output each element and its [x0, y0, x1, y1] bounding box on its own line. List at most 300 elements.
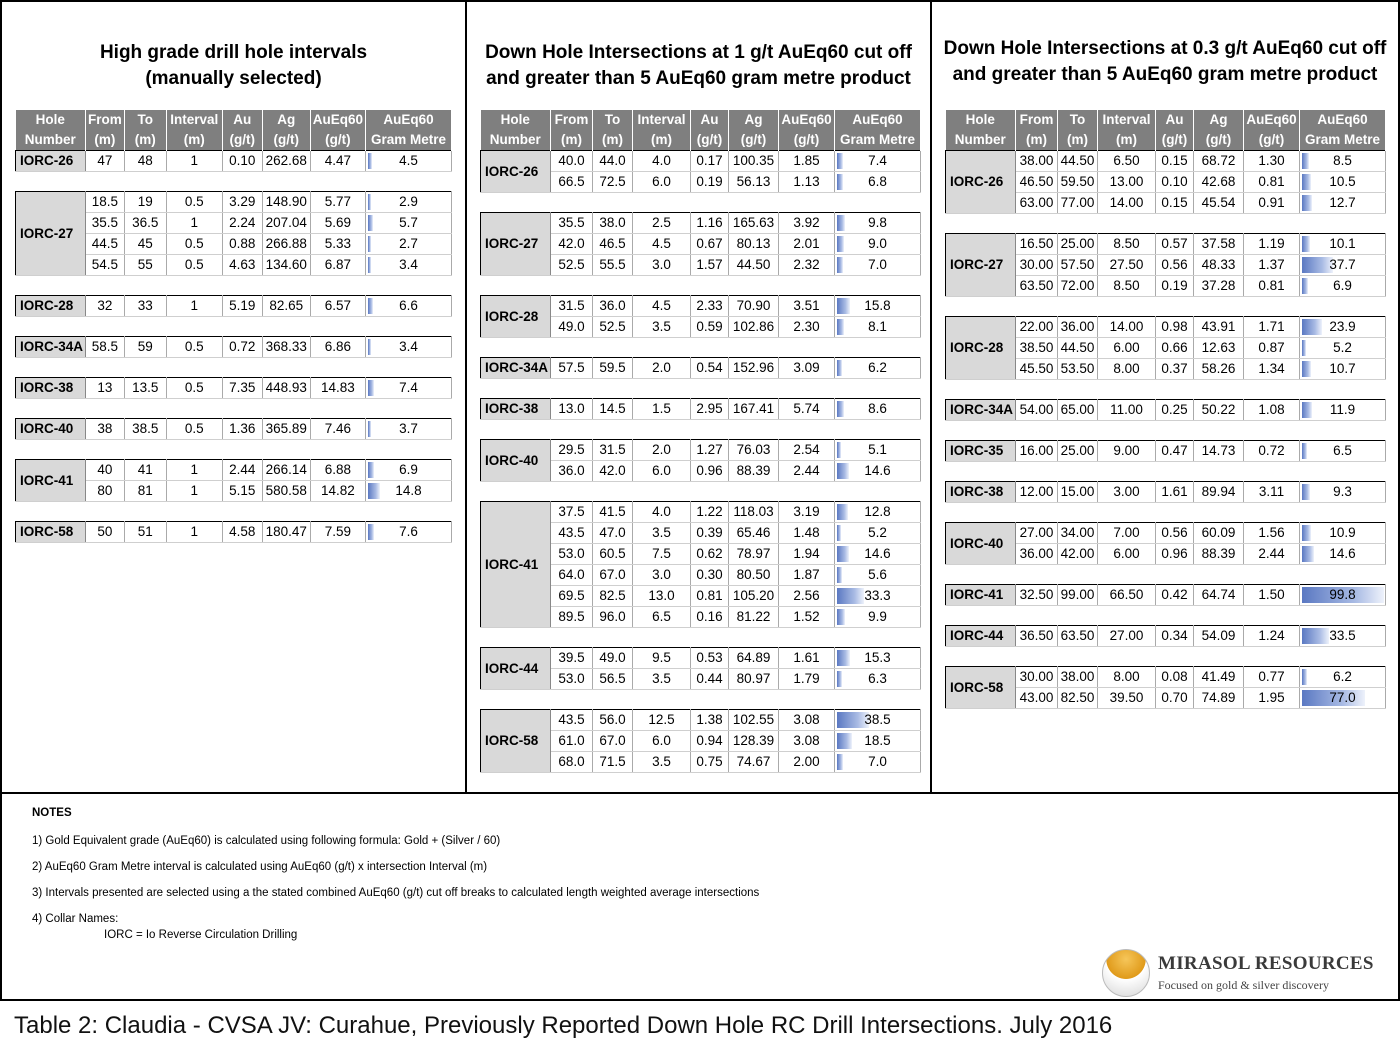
data-cell: 32.50: [1016, 585, 1058, 606]
data-cell: 1.56: [1244, 523, 1300, 544]
data-cell: 38.50: [1016, 338, 1058, 359]
spacer-cell: [481, 482, 921, 502]
column-header: Interval: [166, 110, 222, 130]
gram-metre-value: 3.4: [399, 257, 418, 272]
data-cell: 29.5: [551, 440, 593, 461]
data-cell: 13.0: [633, 586, 691, 607]
data-cell: 2.0: [633, 440, 691, 461]
hole-group: [481, 296, 921, 338]
data-cell: 18.5: [86, 192, 125, 213]
data-cell: 52.5: [551, 255, 593, 276]
table-row: [946, 585, 1386, 606]
gram-metre-cell: [835, 296, 921, 317]
gram-metre-bar: [1302, 319, 1322, 335]
gram-metre-bar: [1302, 628, 1329, 644]
hole-number: IORC-34A: [946, 400, 1016, 421]
company-logo: [1100, 947, 1380, 999]
column-header: (m): [1098, 130, 1156, 151]
gram-metre-value: 10.1: [1329, 236, 1356, 251]
column-header: (g/t): [729, 130, 779, 151]
data-cell: 65.00: [1058, 400, 1098, 421]
data-cell: 7.46: [310, 419, 365, 440]
logo-tagline: Focused on gold & silver discovery: [1158, 978, 1329, 992]
gram-metre-bar: [837, 236, 844, 252]
data-cell: 70.90: [729, 296, 779, 317]
data-cell: 368.33: [262, 337, 310, 358]
data-cell: 56.0: [593, 710, 633, 731]
data-cell: 3.51: [779, 296, 835, 317]
gram-metre-value: 6.9: [1333, 278, 1352, 293]
gram-metre-value: 14.8: [395, 483, 422, 498]
data-cell: 56.13: [729, 172, 779, 193]
gram-metre-value: 18.5: [864, 733, 891, 748]
gram-metre-value: 10.7: [1329, 361, 1356, 376]
gram-metre-value: 2.7: [399, 236, 418, 251]
group-spacer: [481, 690, 921, 710]
data-cell: 1.38: [691, 710, 729, 731]
column-header: (g/t): [1244, 130, 1300, 151]
gram-metre-cell: [366, 419, 452, 440]
data-cell: 0.59: [691, 317, 729, 338]
figure-caption: Table 2: Claudia - CVSA JV: Curahue, Previously Reported Down Hole RC Drill Intersections. July 2016: [14, 1012, 1113, 1039]
column-header: Gram Metre: [366, 130, 452, 151]
gram-metre-value: 5.2: [1333, 340, 1352, 355]
data-cell: 1.37: [1244, 255, 1300, 276]
table-row: [16, 296, 452, 317]
spacer-cell: [481, 628, 921, 648]
gram-metre-bar: [837, 650, 850, 666]
data-cell: 42.00: [1058, 544, 1098, 565]
data-cell: 47: [86, 151, 125, 172]
spacer-cell: [16, 399, 452, 419]
gram-metre-cell: [835, 523, 921, 544]
data-cell: 43.5: [551, 710, 593, 731]
data-cell: 3.11: [1244, 482, 1300, 503]
panel-1gt-cutoff: [467, 2, 932, 792]
data-cell: 31.5: [593, 440, 633, 461]
data-cell: 56.5: [593, 669, 633, 690]
column-header: Hole: [16, 110, 86, 130]
column-header: Au: [222, 110, 262, 130]
gram-metre-cell: [1300, 441, 1386, 462]
gram-metre-bar: [837, 546, 849, 562]
gram-metre-bar: [1302, 402, 1312, 418]
column-header: (g/t): [779, 130, 835, 151]
data-cell: 88.39: [1194, 544, 1244, 565]
data-cell: 51: [124, 522, 166, 543]
data-cell: 38.00: [1016, 151, 1058, 172]
data-cell: 69.5: [551, 586, 593, 607]
column-header: To: [593, 110, 633, 130]
gram-metre-value: 33.3: [864, 588, 891, 603]
column-header: Ag: [262, 110, 310, 130]
data-cell: 0.19: [691, 172, 729, 193]
data-cell: 48.33: [1194, 255, 1244, 276]
table-row: [481, 151, 921, 172]
data-cell: 4.47: [310, 151, 365, 172]
gram-metre-bar: [368, 257, 371, 273]
data-cell: 8.50: [1098, 276, 1156, 297]
data-cell: 46.5: [593, 234, 633, 255]
spacer-cell: [946, 647, 1386, 667]
data-cell: 165.63: [729, 213, 779, 234]
column-header: Gram Metre: [835, 130, 921, 151]
gram-metre-value: 5.6: [868, 567, 887, 582]
data-cell: 35.5: [86, 213, 125, 234]
hole-number: IORC-41: [946, 585, 1016, 606]
data-cell: 89.94: [1194, 482, 1244, 503]
data-cell: 4.5: [633, 234, 691, 255]
panel-title: [467, 40, 930, 92]
hole-group: [481, 399, 921, 420]
data-cell: 31.5: [551, 296, 593, 317]
gram-metre-value: 33.5: [1329, 628, 1356, 643]
spacer-cell: [481, 338, 921, 358]
group-spacer: [16, 358, 452, 378]
data-cell: 0.56: [1156, 255, 1194, 276]
intervals-table: [480, 110, 921, 773]
hole-group: [481, 440, 921, 482]
data-cell: 1: [166, 296, 222, 317]
data-cell: 41: [124, 460, 166, 481]
column-header: Hole: [481, 110, 551, 130]
gram-metre-bar: [1302, 525, 1311, 541]
gram-metre-cell: [1300, 626, 1386, 647]
panel-high-grade: [2, 2, 467, 792]
column-header: Au: [1156, 110, 1194, 130]
gram-metre-cell: [835, 607, 921, 628]
gram-metre-bar: [837, 442, 841, 458]
panel-title-line2: and greater than 5 AuEq60 gram metre product: [486, 68, 911, 89]
data-cell: 1: [166, 481, 222, 502]
data-cell: 0.10: [1156, 172, 1194, 193]
data-cell: 41.5: [593, 502, 633, 523]
data-cell: 44.0: [593, 151, 633, 172]
data-cell: 0.42: [1156, 585, 1194, 606]
data-cell: 1.95: [1244, 688, 1300, 709]
gram-metre-cell: [835, 317, 921, 338]
data-cell: 9.00: [1098, 441, 1156, 462]
data-cell: 15.00: [1058, 482, 1098, 503]
gram-metre-bar: [837, 298, 850, 314]
data-cell: 0.88: [222, 234, 262, 255]
data-cell: 3.5: [633, 752, 691, 773]
gram-metre-value: 14.6: [864, 546, 891, 561]
gram-metre-cell: [835, 151, 921, 172]
gram-metre-cell: [1300, 255, 1386, 276]
group-spacer: [946, 647, 1386, 667]
gram-metre-bar: [837, 360, 842, 376]
gram-metre-value: 6.2: [868, 360, 887, 375]
hole-number: IORC-41: [481, 502, 551, 628]
data-cell: 39.50: [1098, 688, 1156, 709]
data-cell: 36.00: [1016, 544, 1058, 565]
data-cell: 3.0: [633, 255, 691, 276]
gram-metre-bar: [368, 298, 373, 314]
panel-title-line2: (manually selected): [145, 68, 322, 89]
gram-metre-value: 9.3: [1333, 484, 1352, 499]
gram-metre-cell: [835, 710, 921, 731]
data-cell: 152.96: [729, 358, 779, 379]
group-spacer: [946, 421, 1386, 441]
gram-metre-cell: [366, 522, 452, 543]
data-cell: 6.0: [633, 461, 691, 482]
data-cell: 0.56: [1156, 523, 1194, 544]
hole-group: [946, 626, 1386, 647]
data-cell: 14.00: [1098, 317, 1156, 338]
data-cell: 2.32: [779, 255, 835, 276]
data-cell: 16.50: [1016, 234, 1058, 255]
gram-metre-cell: [1300, 359, 1386, 380]
spacer-cell: [946, 214, 1386, 234]
data-cell: 0.37: [1156, 359, 1194, 380]
hole-number: IORC-28: [946, 317, 1016, 380]
gram-metre-cell: [1300, 172, 1386, 193]
data-cell: 50.22: [1194, 400, 1244, 421]
data-cell: 36.0: [593, 296, 633, 317]
data-cell: 35.5: [551, 213, 593, 234]
gram-metre-cell: [1300, 317, 1386, 338]
data-cell: 63.50: [1016, 276, 1058, 297]
data-cell: 43.5: [551, 523, 593, 544]
table-row: [16, 337, 452, 358]
data-cell: 1.08: [1244, 400, 1300, 421]
data-cell: 1.24: [1244, 626, 1300, 647]
data-cell: 5.74: [779, 399, 835, 420]
hole-group: [946, 585, 1386, 606]
gram-metre-cell: [835, 669, 921, 690]
group-spacer: [946, 606, 1386, 626]
data-cell: 59.5: [593, 358, 633, 379]
gram-metre-bar: [1302, 546, 1314, 562]
data-cell: 266.88: [262, 234, 310, 255]
gram-metre-bar: [1302, 195, 1312, 211]
data-cell: 1.71: [1244, 317, 1300, 338]
data-cell: 1.5: [633, 399, 691, 420]
hole-number: IORC-35: [946, 441, 1016, 462]
data-cell: 128.39: [729, 731, 779, 752]
data-cell: 0.72: [1244, 441, 1300, 462]
spacer-cell: [481, 276, 921, 296]
gram-metre-value: 7.0: [868, 257, 887, 272]
data-cell: 2.95: [691, 399, 729, 420]
data-cell: 0.5: [166, 255, 222, 276]
data-cell: 37.5: [551, 502, 593, 523]
gram-metre-cell: [1300, 193, 1386, 214]
column-header: (g/t): [310, 130, 365, 151]
group-spacer: [16, 172, 452, 192]
hole-group: [946, 151, 1386, 214]
data-cell: 0.47: [1156, 441, 1194, 462]
data-cell: 89.5: [551, 607, 593, 628]
data-cell: 44.50: [1058, 151, 1098, 172]
hole-number: IORC-40: [481, 440, 551, 482]
table-row: [946, 523, 1386, 544]
gram-metre-cell: [835, 358, 921, 379]
intervals-table: [945, 110, 1386, 709]
data-cell: 8.50: [1098, 234, 1156, 255]
data-cell: 40.0: [551, 151, 593, 172]
data-cell: 6.00: [1098, 544, 1156, 565]
data-cell: 13.00: [1098, 172, 1156, 193]
data-cell: 45: [124, 234, 166, 255]
gram-metre-cell: [1300, 585, 1386, 606]
gram-metre-value: 15.8: [864, 298, 891, 313]
gram-metre-value: 11.9: [1329, 402, 1356, 417]
data-cell: 54.5: [86, 255, 125, 276]
data-cell: 448.93: [262, 378, 310, 399]
gram-metre-bar: [837, 153, 843, 169]
table-row: [481, 296, 921, 317]
gram-metre-bar: [837, 567, 842, 583]
gram-metre-cell: [835, 213, 921, 234]
table-row: [481, 399, 921, 420]
data-cell: 2.56: [779, 586, 835, 607]
data-cell: 207.04: [262, 213, 310, 234]
hole-number: IORC-26: [946, 151, 1016, 214]
data-cell: 14.82: [310, 481, 365, 502]
data-cell: 262.68: [262, 151, 310, 172]
data-cell: 7.35: [222, 378, 262, 399]
hole-number: IORC-26: [481, 151, 551, 193]
data-cell: 1.79: [779, 669, 835, 690]
hole-number: IORC-27: [481, 213, 551, 276]
gram-metre-cell: [835, 586, 921, 607]
data-cell: 0.15: [1156, 151, 1194, 172]
data-cell: 52.5: [593, 317, 633, 338]
column-header: AuEq60: [1244, 110, 1300, 130]
data-cell: 2.54: [779, 440, 835, 461]
group-spacer: [16, 440, 452, 460]
gram-metre-value: 8.6: [868, 401, 887, 416]
gram-metre-value: 14.6: [1329, 546, 1356, 561]
gram-metre-bar: [368, 194, 371, 210]
table-row: [16, 151, 452, 172]
group-spacer: [481, 379, 921, 399]
data-cell: 1.87: [779, 565, 835, 586]
gram-metre-bar: [837, 463, 849, 479]
data-cell: 0.81: [1244, 172, 1300, 193]
gram-metre-cell: [1300, 151, 1386, 172]
logo-name: MIRASOL RESOURCES: [1158, 953, 1374, 974]
column-header: Number: [16, 130, 86, 151]
gram-metre-bar: [368, 153, 372, 169]
data-cell: 0.15: [1156, 193, 1194, 214]
hole-group: [946, 523, 1386, 565]
column-header: (g/t): [691, 130, 729, 151]
group-spacer: [946, 380, 1386, 400]
data-cell: 2.00: [779, 752, 835, 773]
data-cell: 45.50: [1016, 359, 1058, 380]
data-cell: 4.0: [633, 502, 691, 523]
hole-group: [481, 648, 921, 690]
data-cell: 1.30: [1244, 151, 1300, 172]
column-header: (m): [593, 130, 633, 151]
data-cell: 27.50: [1098, 255, 1156, 276]
gram-metre-cell: [1300, 667, 1386, 688]
data-cell: 3.0: [633, 565, 691, 586]
gram-metre-bar: [1302, 443, 1307, 459]
hole-group: [16, 296, 452, 317]
data-cell: 6.88: [310, 460, 365, 481]
table-row: [946, 482, 1386, 503]
gram-metre-bar: [1302, 236, 1310, 252]
data-cell: 80.97: [729, 669, 779, 690]
gram-metre-cell: [1300, 400, 1386, 421]
data-cell: 2.33: [691, 296, 729, 317]
gram-metre-bar: [837, 319, 844, 335]
data-cell: 0.5: [166, 378, 222, 399]
group-spacer: [16, 399, 452, 419]
group-spacer: [16, 502, 452, 522]
hole-number: IORC-40: [946, 523, 1016, 565]
data-cell: 5.15: [222, 481, 262, 502]
data-cell: 64.74: [1194, 585, 1244, 606]
data-cell: 57.5: [551, 358, 593, 379]
table-row: [946, 441, 1386, 462]
data-cell: 82.5: [593, 586, 633, 607]
data-cell: 1.22: [691, 502, 729, 523]
data-cell: 33: [124, 296, 166, 317]
group-spacer: [946, 297, 1386, 317]
data-cell: 22.00: [1016, 317, 1058, 338]
data-cell: 6.86: [310, 337, 365, 358]
spacer-cell: [946, 503, 1386, 523]
data-cell: 37.28: [1194, 276, 1244, 297]
data-cell: 0.96: [1156, 544, 1194, 565]
gram-metre-value: 23.9: [1329, 319, 1356, 334]
spacer-cell: [16, 502, 452, 522]
data-cell: 63.50: [1058, 626, 1098, 647]
hole-group: [946, 441, 1386, 462]
hole-group: [481, 710, 921, 773]
data-cell: 0.57: [1156, 234, 1194, 255]
intervals-table: [15, 110, 452, 543]
panel-title-line2: and greater than 5 AuEq60 gram metre product: [952, 64, 1378, 85]
data-cell: 76.03: [729, 440, 779, 461]
data-cell: 1.50: [1244, 585, 1300, 606]
data-cell: 38.0: [593, 213, 633, 234]
data-cell: 1.85: [779, 151, 835, 172]
data-cell: 40: [86, 460, 125, 481]
data-cell: 3.08: [779, 731, 835, 752]
gram-metre-bar: [368, 215, 373, 231]
data-cell: 0.30: [691, 565, 729, 586]
data-cell: 1.61: [779, 648, 835, 669]
data-cell: 1.48: [779, 523, 835, 544]
hole-group: [946, 400, 1386, 421]
data-cell: 0.77: [1244, 667, 1300, 688]
data-cell: 43.00: [1016, 688, 1058, 709]
data-cell: 58.26: [1194, 359, 1244, 380]
gram-metre-value: 7.6: [399, 524, 418, 539]
data-cell: 0.39: [691, 523, 729, 544]
data-cell: 68.72: [1194, 151, 1244, 172]
gram-metre-bar: [837, 609, 845, 625]
data-cell: 42.68: [1194, 172, 1244, 193]
data-cell: 0.08: [1156, 667, 1194, 688]
data-cell: 11.00: [1098, 400, 1156, 421]
group-spacer: [481, 628, 921, 648]
data-cell: 42.0: [593, 461, 633, 482]
data-cell: 0.62: [691, 544, 729, 565]
hole-group: [946, 317, 1386, 380]
gram-metre-bar: [837, 257, 843, 273]
data-cell: 80: [86, 481, 125, 502]
data-cell: 100.35: [729, 151, 779, 172]
hole-number: IORC-34A: [481, 358, 551, 379]
gram-metre-cell: [1300, 482, 1386, 503]
